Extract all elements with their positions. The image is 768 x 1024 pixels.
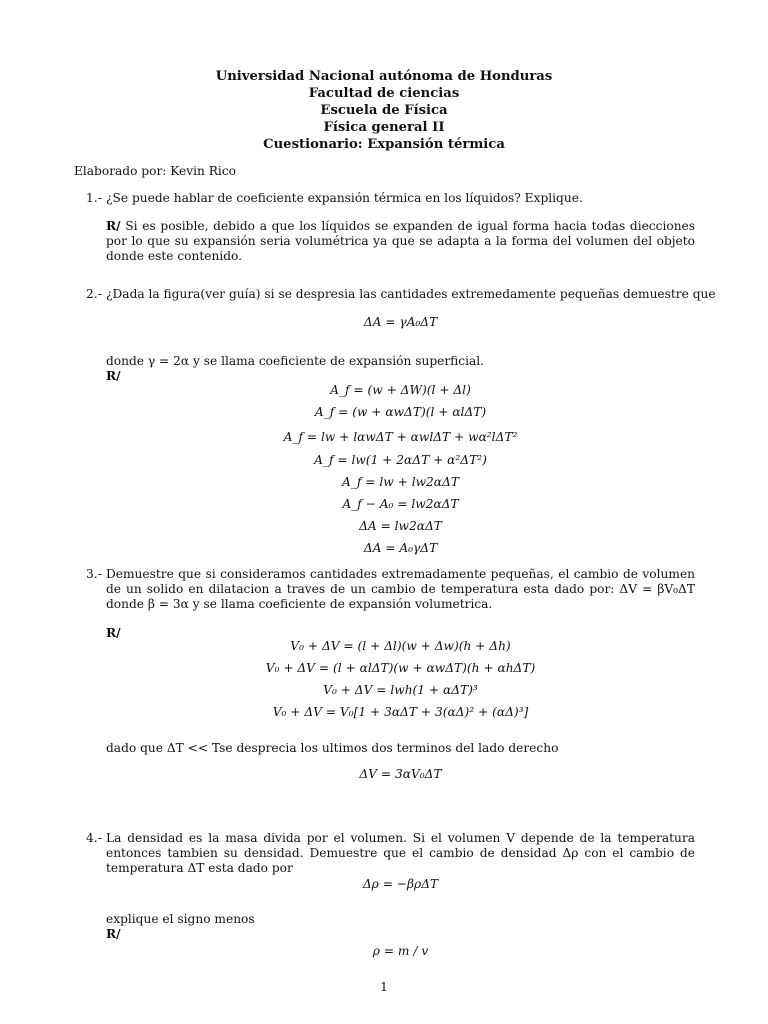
equation-density-definition: ρ = m / v (372, 944, 429, 958)
question-text: ¿Dada la figura(ver guía) si se despresia las cantidades extremedamente pequeñas demuestre que (106, 287, 716, 301)
author-line: Elaborado por: Kevin Rico (74, 164, 236, 178)
derivation-step: V₀ + ΔV = (l + αlΔT)(w + αwΔT)(h + αhΔT) (265, 661, 536, 675)
page-number: 1 (380, 980, 388, 994)
derivation-step: A_f = lw + lw2αΔT (342, 475, 459, 489)
derivation-step: V₀ + ΔV = V₀[1 + 3αΔT + 3(αΔ)² + (αΔ)³] (272, 705, 529, 719)
derivation-step: V₀ + ΔV = lwh(1 + αΔT)³ (323, 683, 478, 697)
school-name: Escuela de Física (320, 103, 448, 118)
answer-1 (106, 219, 695, 264)
question-number: 2.- (86, 287, 102, 301)
question-text: ¿Se puede hablar de coeficiente expansión térmica en los líquidos? Explique. (106, 191, 583, 205)
question-number: 1.- (86, 191, 102, 205)
question-number: 3.- (86, 567, 102, 581)
question-text: Demuestre que si consideramos cantidades extremadamente pequeñas, el cambio de volumen de un solido en dilatacion a traves de un cambio de temperatura esta dado por: ΔV = βV₀ΔT donde β = 3α y se llama coeficiente de expansión volumetrica. (106, 567, 695, 611)
question-text: La densidad es la masa divida por el volumen. Si el volumen V depende de la temperatura entonces tambien su densidad. Demuestre que el cambio de densidad Δρ con el cambio de temperatura ΔT esta dado por (106, 831, 695, 875)
explain-sign-text: explique el signo menos (106, 912, 255, 926)
document-header (0, 68, 768, 153)
derivation-step: ΔA = A₀γΔT (363, 541, 438, 555)
derivation-step: A_f = (w + αwΔT)(l + αlΔT) (314, 405, 487, 419)
derivation-step: A_f = (w + ΔW)(l + Δl) (330, 383, 471, 397)
derivation-step: V₀ + ΔV = (l + Δl)(w + Δw)(h + Δh) (290, 639, 511, 653)
answer-label: R/ (106, 369, 121, 383)
answer-label: R/ (106, 219, 121, 233)
derivation-step: A_f − A₀ = lw2αΔT (342, 497, 459, 511)
course-name: Física general II (323, 120, 445, 135)
answer-label: R/ (106, 927, 121, 941)
university-name: Universidad Nacional autónoma de Honduras (215, 69, 553, 84)
answer-text: Si es posible, debido a que los líquidos se expanden de igual forma hacia todas diecciones por lo que su expansión seria volumétrica ya que se adapta a la forma del volumen del objeto donde este contenido. (106, 219, 696, 263)
document-title: Cuestionario: Expansión térmica (263, 137, 505, 152)
faculty-name: Facultad de ciencias (308, 86, 460, 101)
equation-volume-result: ΔV = 3αV₀ΔT (359, 767, 442, 781)
answer-label: R/ (106, 626, 121, 640)
equation-area-expansion: ΔA = γA₀ΔT (363, 315, 438, 329)
approximation-note: dado que ΔT << Tse desprecia los ultimos dos terminos del lado derecho (106, 741, 559, 755)
question-number: 4.- (86, 831, 102, 845)
derivation-step: ΔA = lw2αΔT (359, 519, 442, 533)
derivation-step: A_f = lw + lαwΔT + αwlΔT + wα²lΔT² (283, 430, 518, 444)
where-gamma-text: donde γ = 2α y se llama coeficiente de expansión superficial. (106, 354, 485, 368)
derivation-step: A_f = lw(1 + 2αΔT + α²ΔT²) (314, 453, 487, 467)
equation-density-change: Δρ = −βρΔT (362, 877, 439, 891)
